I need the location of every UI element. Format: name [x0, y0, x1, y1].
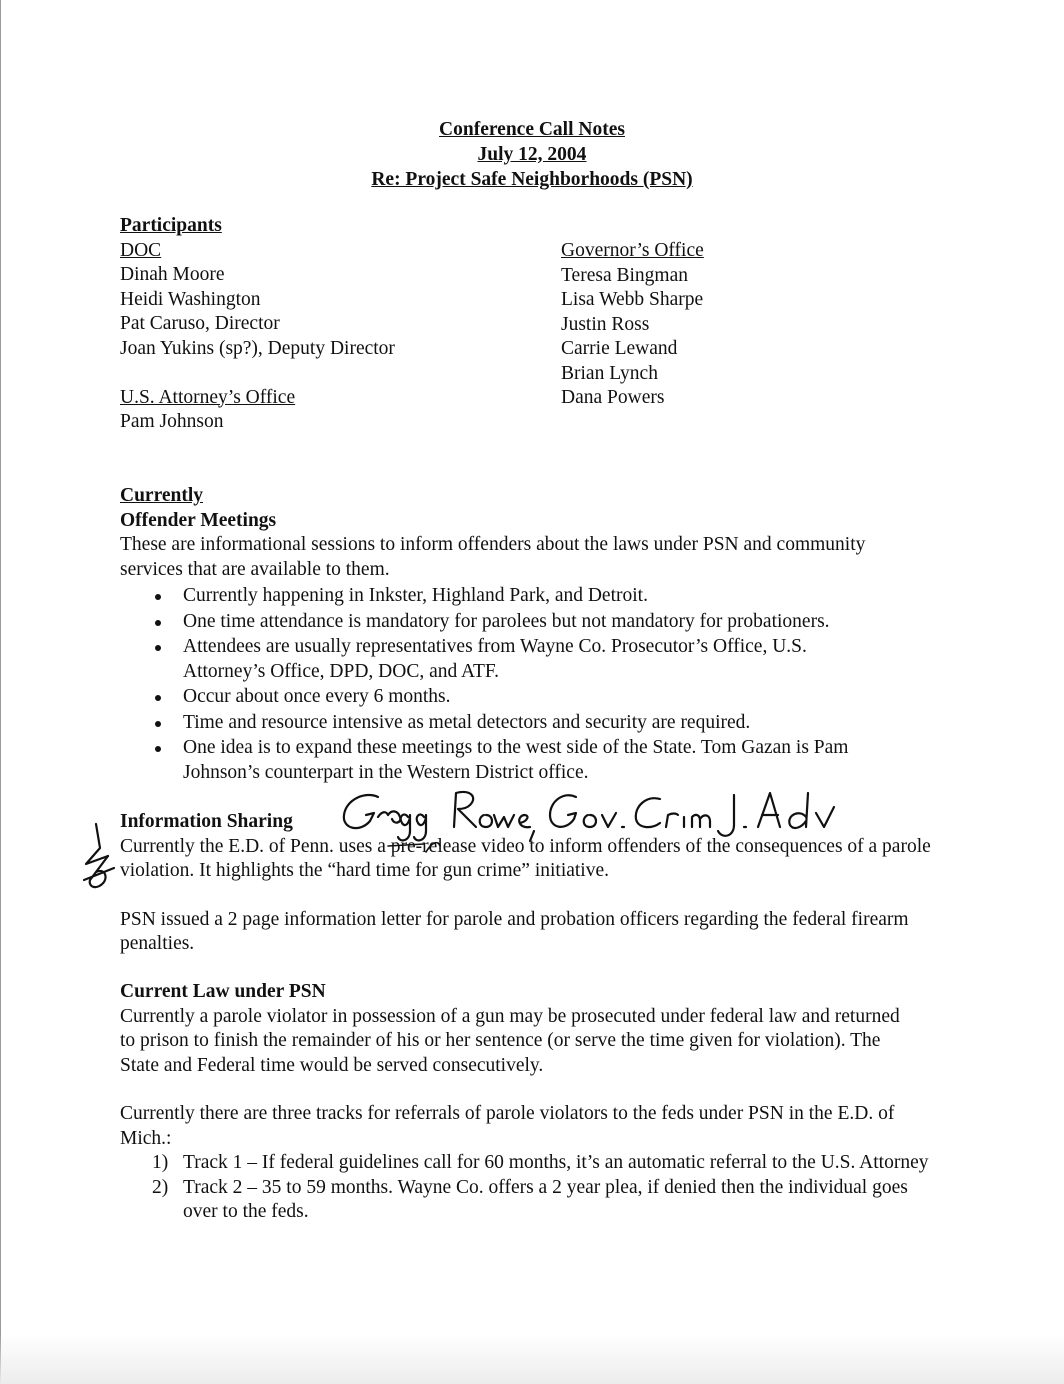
tracks-list — [120, 1151, 940, 1225]
governor-name: Brian Lynch — [561, 362, 658, 384]
current-law-section — [120, 980, 940, 1225]
list-item — [120, 1176, 933, 1225]
current-law-para1: Currently a parole violator in possession of a gun may be prosecuted under federal law and returned to prison to finish the remainder of his or her sentence (or serve the time given for violation). The State and Federal time would be served consecutively. — [120, 1005, 900, 1076]
offender-meetings-heading: Offender Meetings — [120, 509, 277, 531]
list-item: Currently happening in Inkster, Highland Park, and Detroit. — [120, 584, 940, 609]
doc-label: DOC — [120, 239, 162, 261]
governor-name: Lisa Webb Sharpe — [561, 289, 704, 310]
doc-name: Heidi Washington — [120, 288, 261, 310]
participants-left-column — [120, 214, 540, 435]
list-item-number: 1) — [152, 1152, 169, 1173]
doc-name: Dinah Moore — [120, 264, 225, 285]
currently-section — [120, 484, 940, 785]
list-item-text: Track 1 – If federal guidelines call for 60 months, it’s an automatic referral to the U.S. Attorney — [183, 1152, 929, 1173]
information-sharing-para1: Currently the E.D. of Penn. uses a pre-release video to inform offenders of the consequences of a parole violation. It highlights the “hard time for gun crime” initiative. — [120, 835, 931, 881]
usao-label: U.S. Attorney’s Office — [120, 386, 296, 408]
current-law-para2: Currently there are three tracks for referrals of parole violators to the feds under PSN in the E.D. of Mich.: — [120, 1103, 895, 1149]
header-title: Conference Call Notes — [439, 119, 625, 140]
current-law-heading: Current Law under PSN — [120, 981, 326, 1002]
participants-right-column — [561, 239, 941, 411]
doc-name: Joan Yukins (sp?), Deputy Director — [120, 337, 395, 359]
doc-name: Pat Caruso, Director — [120, 313, 280, 334]
governor-name: Teresa Bingman — [561, 264, 688, 286]
header-date: July 12, 2004 — [477, 144, 587, 165]
governor-label: Governor’s Office — [561, 240, 704, 261]
document-header — [0, 117, 1064, 192]
bottom-shadow — [0, 1334, 1064, 1384]
strikethrough-mark-icon — [386, 832, 466, 862]
governor-name: Carrie Lewand — [561, 338, 678, 359]
margin-checkmark-icon — [78, 818, 128, 898]
currently-heading: Currently — [120, 485, 204, 506]
list-item: Occur about once every 6 months. — [120, 685, 940, 710]
list-item-number: 2) — [152, 1176, 169, 1198]
list-item: One time attendance is mandatory for parolees but not mandatory for probationers. — [120, 610, 940, 635]
information-sharing-para2: PSN issued a 2 page information letter for parole and probation officers regarding the federal firearm penalties. — [120, 908, 909, 954]
offender-meetings-intro: These are informational sessions to inform offenders about the laws under PSN and community services that are available to them. — [120, 534, 866, 580]
list-item-text: Track 2 – 35 to 59 months. Wayne Co. offers a 2 year plea, if denied then the individual goes over to the feds. — [183, 1176, 908, 1222]
information-sharing-heading: Information Sharing — [120, 811, 293, 832]
list-item: Time and resource intensive as metal detectors and security are required. — [120, 711, 940, 736]
list-item: One idea is to expand these meetings to the west side of the State. Tom Gazan is Pam Johnson’s counterpart in the Western District office. — [120, 736, 913, 785]
header-subject: Re: Project Safe Neighborhoods (PSN) — [371, 169, 693, 190]
usao-name: Pam Johnson — [120, 411, 224, 432]
participants-heading: Participants — [120, 215, 222, 236]
offender-meetings-list — [120, 584, 940, 785]
list-item — [120, 1151, 933, 1176]
governor-name: Justin Ross — [561, 313, 650, 335]
governor-name: Dana Powers — [561, 387, 665, 408]
list-item: Attendees are usually representatives from Wayne Co. Prosecutor’s Office, U.S. Attorney’s Office, DPD, DOC, and ATF. — [120, 635, 883, 684]
